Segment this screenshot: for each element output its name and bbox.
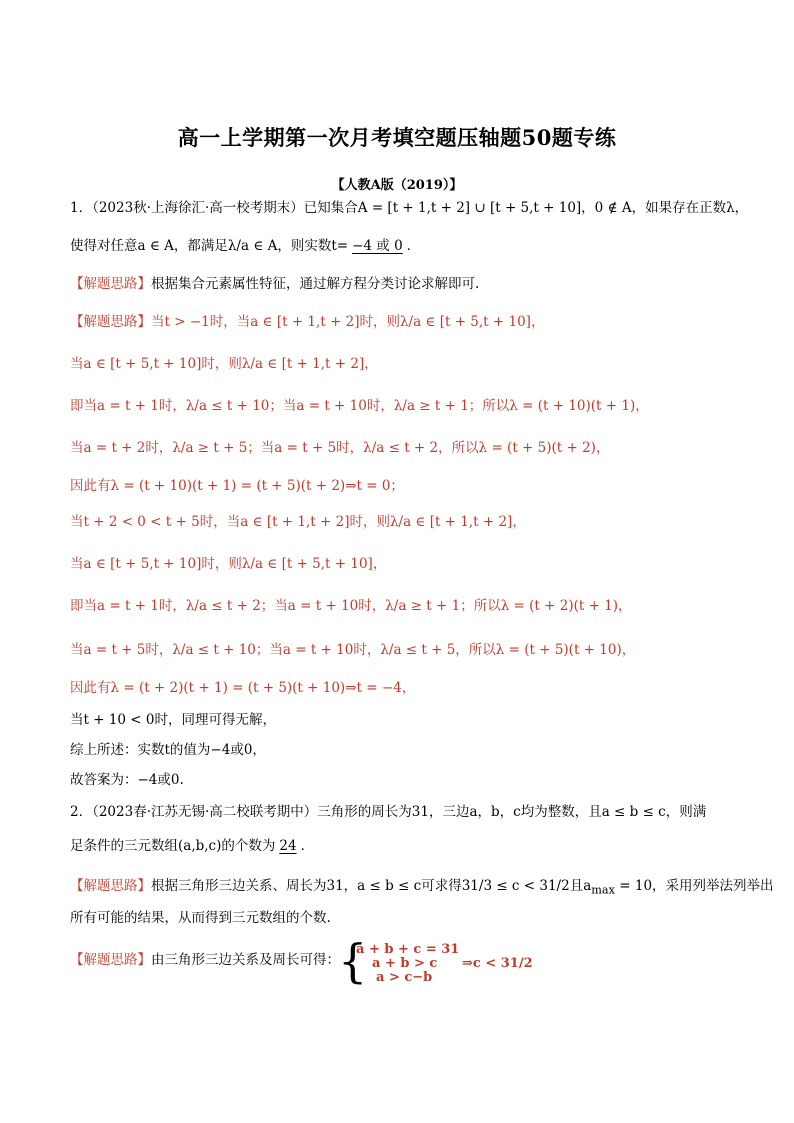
q1-hint: 【解题思路】根据集合元素属性特征，通过解方程分类讨论求解即可. xyxy=(70,276,480,292)
q2-hint-line2: 所有可能的结果，从而得到三元数组的个数. xyxy=(70,910,331,926)
q2-answer-blank: 24 xyxy=(279,838,297,854)
system-brace: { xyxy=(338,934,368,988)
q1-solution-line: 当t + 10 < 0时，同理可得无解， xyxy=(70,712,276,728)
q1-solution-line: 即当a = t + 1时，λ/a ≤ t + 10；当a = t + 10时，λ/a ≥ t + 1；所以λ = (t + 10)(t + 1)， xyxy=(70,398,649,414)
q1-answer-line: 故答案为：−4或0. xyxy=(70,772,184,788)
q1-solution-line: 因此有λ = (t + 2)(t + 1) = (t + 5)(t + 10)⇒t = −4， xyxy=(70,680,416,696)
edition-label: 【人教A版（2019）】 xyxy=(331,178,463,193)
hint-label: 【解题思路】 xyxy=(70,878,151,894)
q1-solution-line: 当a ∈ [t + 5,t + 10]时，则λ/a ∈ [t + 5,t + 10]， xyxy=(70,556,387,572)
q2-stem-line1: 2．（2023春·江苏无锡·高二校联考期中）三角形的周长为31，三边a，b，c均为整数，且a ≤ b ≤ c，则满 xyxy=(70,804,707,820)
q2-hint-line1: 【解题思路】根据三角形三边关系、周长为31，a ≤ b ≤ c可求得31/3 ≤ c < 31/2且$a_{max} = 10$，采用列举法列举出 xyxy=(70,878,774,897)
system-eq-2: a + b > c xyxy=(372,956,438,971)
q1-solution-line: 即当a = t + 1时，λ/a ≤ t + 2；当a = t + 10时，λ/a ≥ t + 1；所以λ = (t + 2)(t + 1)， xyxy=(70,598,632,614)
q1-solution-line: 当a ∈ [t + 5,t + 10]时，则λ/a ∈ [t + 1,t + 2]， xyxy=(70,356,378,372)
system-eq-3: a > c−b xyxy=(376,970,433,985)
q1-answer-blank: −4 或 0 xyxy=(352,238,403,254)
solution-label: 【解题思路】 xyxy=(70,952,151,968)
q1-solution-line: 当t + 2 < 0 < t + 5时，当a ∈ [t + 1,t + 2]时，则λ/a ∈ [t + 1,t + 2]， xyxy=(70,514,526,530)
q2-stem-line2: 足条件的三元数组(a,b,c)的个数为 24 ． xyxy=(70,838,315,854)
hint-label: 【解题思路】 xyxy=(70,276,151,292)
q1-solution-line: 当a = t + 2时，λ/a ≥ t + 5；当a = t + 5时，λ/a ≤ t + 2，所以λ = (t + 5)(t + 2)， xyxy=(70,440,610,456)
q1-solution-line: 【解题思路】当t > −1时，当a ∈ [t + 1,t + 2]时，则λ/a ∈ [t + 5,t + 10]， xyxy=(70,314,545,330)
q2-solution-line: 【解题思路】由三角形三边关系及周长可得： xyxy=(70,952,340,968)
q1-stem-line1: 1．（2023秋·上海徐汇·高一校考期末）已知集合A = [t + 1,t + 2] ∪ [t + 5,t + 10]，0 ∉ A，如果存在正数λ， xyxy=(70,200,749,216)
q1-stem-line2: 使得对任意a ∈ A，都满足λ/a ∈ A，则实数t= −4 或 0 ． xyxy=(70,238,421,254)
q1-solution-line: 因此有λ = (t + 10)(t + 1) = (t + 5)(t + 2)⇒t = 0； xyxy=(70,478,404,494)
system-result: ⇒c < 31/2 xyxy=(462,956,533,971)
q1-solution-line: 当a = t + 5时，λ/a ≤ t + 10；当a = t + 10时，λ/a ≤ t + 5，所以λ = (t + 5)(t + 10)， xyxy=(70,642,636,658)
q1-solution-line: 综上所述：实数t的值为−4或0， xyxy=(70,742,266,758)
page-title: 高一上学期第一次月考填空题压轴题50题专练 xyxy=(177,125,617,150)
system-eq-1: a + b + c = 31 xyxy=(356,942,460,957)
solution-label: 【解题思路】 xyxy=(70,314,151,330)
